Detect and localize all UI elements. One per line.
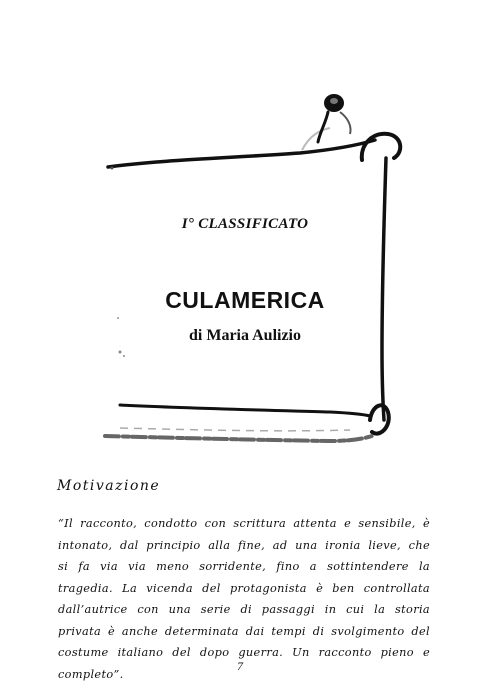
book-title: CULAMERICA xyxy=(165,287,325,313)
scroll-top-curl xyxy=(362,134,400,160)
inkwell-icon xyxy=(318,94,351,142)
award-rank: I° CLASSIFICATO xyxy=(181,216,309,232)
page-number: 7 xyxy=(237,659,243,673)
scroll-bottom-curl xyxy=(370,405,389,433)
scroll-top-edge xyxy=(108,140,375,167)
author-byline: di Maria Aulizio xyxy=(189,327,301,344)
motivation-text: “Il racconto, condotto con scrittura attenta e sensibile, è intonato, dal principio alla fine, ad una ironia lieve, che si fa via via meno sorridente, fino a sottintendere la tragedia. La vicenda del protagonista è ben controllata dall’autrice con una serie di passaggi in cui la storia privata è anche determinata dai tempi di svolgimento del costume italiano del dopo guerra. Un racconto pieno e completo”. xyxy=(58,517,430,681)
scroll-bottom-edge xyxy=(120,405,370,416)
motivation-heading: Motivazione xyxy=(57,478,161,494)
